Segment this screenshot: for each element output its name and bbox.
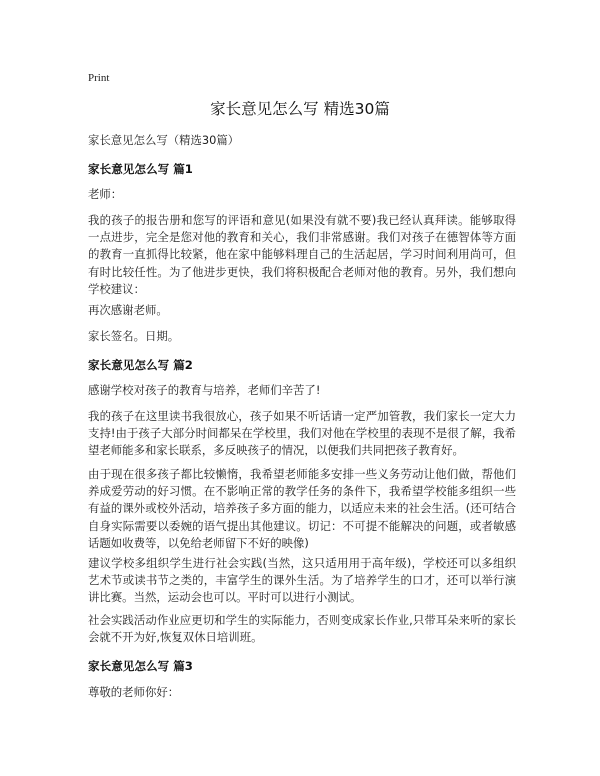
paragraph: 再次感谢老师。	[88, 303, 168, 317]
paragraph: 社会实践活动作业应更切和学生的实际能力，否则变成家长作业,只带耳朵来听的家长会就不开为好,恢复双休日培训班。	[88, 613, 516, 645]
document-subtitle: 家长意见怎么写（精选30篇）	[88, 133, 240, 147]
section-heading: 家长意见怎么写 篇1	[88, 162, 193, 176]
paragraph: 家长签名。日期。	[88, 329, 180, 343]
paragraph: 感谢学校对孩子的教育与培养，老师们辛苦了!	[88, 383, 321, 397]
paragraph: 建议学校多组织学生进行社会实践(当然，这只适用用于高年级)，学校还可以多组织艺术节或读书节之类的，丰富学生的课外生活。为了培养学生的口才，还可以举行演讲比赛。当然，运动会也可以。平时可以进行小测试。	[88, 556, 516, 605]
page-title: 家长意见怎么写 精选30篇	[210, 100, 390, 118]
paragraph: 由于现在很多孩子都比较懒惰，我希望老师能多安排一些义务劳动让他们做，帮他们养成爱劳动的好习惯。在不影响正常的教学任务的条件下，我希望学校能多组织一些有益的课外或校外活动，培养孩子多方面的能力，以适应未来的社会生活。(还可结合自身实际需要以委婉的语气提出其他建议。切记：不可提不能解决的问题，或者敏感话题如收费等，以免给老师留下不好的映像)	[88, 467, 516, 550]
paragraph: 尊敬的老师你好：	[88, 685, 180, 699]
section-heading: 家长意见怎么写 篇3	[88, 659, 193, 673]
section-heading: 家长意见怎么写 篇2	[88, 358, 193, 372]
paragraph: 我的孩子的报告册和您写的评语和意见(如果没有就不要)我已经认真拜读。能够取得一点进步，完全是您对他的教育和关心，我们非常感谢。我们对孩子在德智体等方面的教育一直抓得比较紧，他在家中能够料理自己的生活起居，学习时间利用尚可，但有时比较任性。为了他进步更快，我们将积极配合老师对他的教育。另外，我们想向学校建议：	[88, 213, 516, 296]
print-label[interactable]: Print	[88, 72, 110, 84]
paragraph: 我的孩子在这里读书我很放心，孩子如果不听话请一定严加管教，我们家长一定大力支持!由于孩子大部分时间都呆在学校里，我们对他在学校里的表现不是很了解，我希望老师能多和家长联系，多反映孩子的情况，以便我们共同把孩子教育好。	[88, 409, 516, 458]
paragraph: 老师：	[88, 187, 123, 201]
